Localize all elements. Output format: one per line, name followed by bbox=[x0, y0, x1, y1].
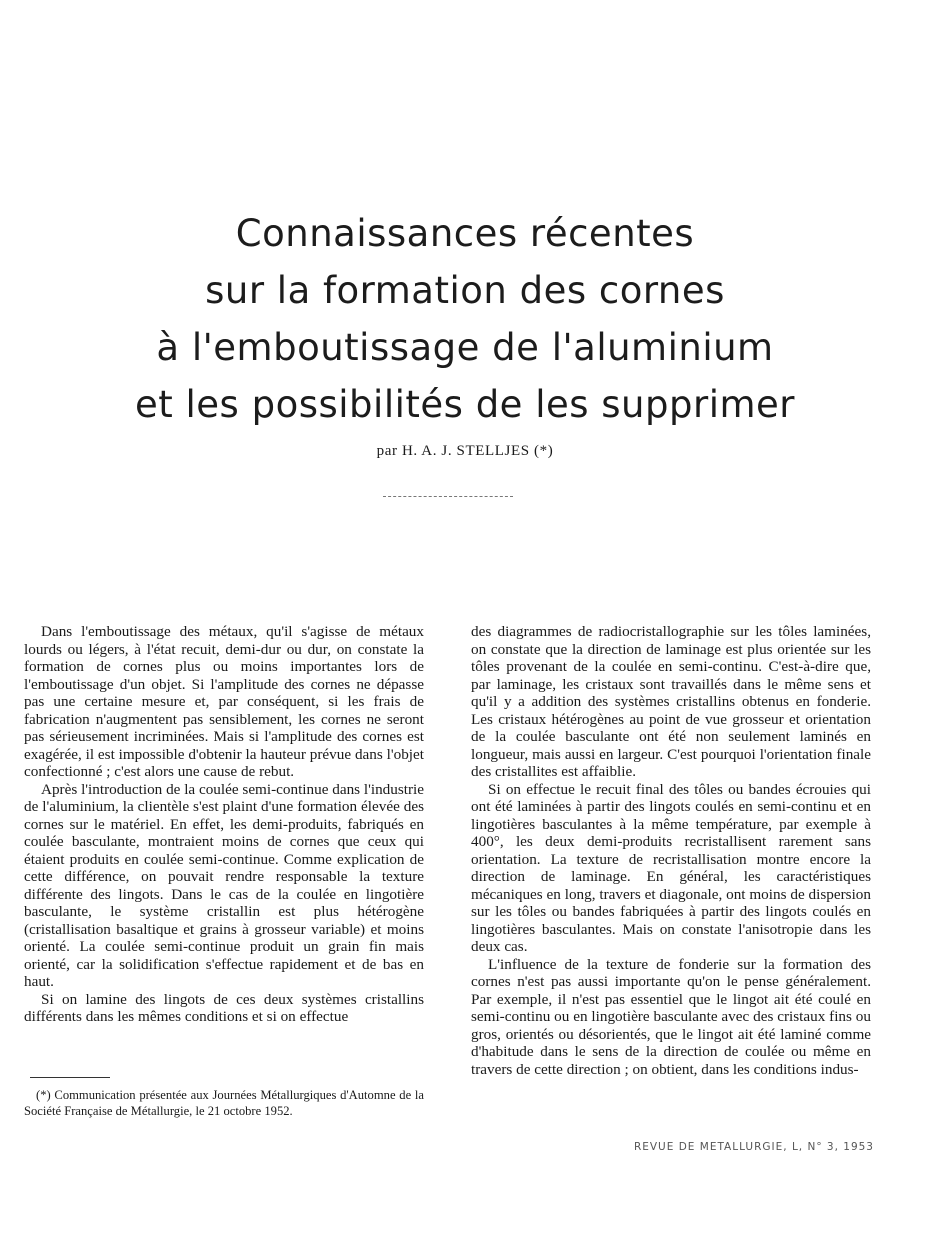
left-column bbox=[24, 623, 424, 1026]
right-column bbox=[471, 623, 871, 1078]
footnote-divider bbox=[30, 1077, 110, 1078]
paragraph: Si on lamine des lingots de ces deux systèmes cristallins différents dans les mêmes conditions et si on effectue bbox=[24, 990, 424, 1025]
article-title bbox=[0, 205, 930, 433]
title-line-2: sur la formation des cornes bbox=[205, 269, 725, 312]
title-line-4: et les possibilités de les supprimer bbox=[134, 383, 795, 426]
title-line-3: à l'emboutissage de l'aluminium bbox=[156, 326, 774, 369]
footnote bbox=[24, 1087, 424, 1119]
footnote-text: (*) Communication présentée aux Journées Métallurgiques d'Automne de la Société Française de Métallurgie, le 21 octobre 1952. bbox=[24, 1088, 424, 1118]
byline-divider bbox=[383, 496, 513, 497]
title-line-1: Connaissances récentes bbox=[235, 212, 695, 255]
running-footer: REVUE DE METALLURGIE, L, N° 3, 1953 bbox=[633, 1141, 874, 1153]
paragraph: Après l'introduction de la coulée semi-continue dans l'industrie de l'aluminium, la clientèle s'est plaint d'une formation élevée des cornes sur le matériel. En effet, les demi-produits, fabriqués en coulée basculante, montraient moins de cornes que ceux qui étaient produits en coulée semi-continue. Comme explication de cette différence, on pouvait rendre responsable la texture différente des lingots. Dans le cas de la coulée en lingotière basculante, le système cristallin est plus hétérogène (cristallisation basaltique et grains à grosseur variable) et moins orienté. La coulée semi-continue produit un grain fin mais orienté, car la solidification s'effectue rapidement et de bas en haut. bbox=[24, 780, 424, 990]
author-byline: par H. A. J. STELLJES (*) bbox=[376, 443, 554, 459]
paragraph: Si on effectue le recuit final des tôles ou bandes écrouies qui ont été laminées à partir des lingots coulés en semi-continu et en lingotières basculantes à la même température, par exemple à 400°, les deux demi-produits recristallisent rarement sans orientation. La texture de recristallisation montre encore la direction de laminage. En général, les caractéristiques mécaniques en long, travers et diagonale, ont moins de dispersion sur les tôles ou bandes fabriquées à partir des lingots coulés en lingotières basculantes. Mais on constate l'anisotropie dans les deux cas. bbox=[471, 780, 871, 955]
paragraph-continued: des diagrammes de radiocristallographie sur les tôles laminées, on constate que la direction de laminage est plus orientée sur les tôles provenant de la coulée en semi-continu. C'est-à-dire que, par laminage, les cristaux sont travaillés dans le même sens et qu'il y a addition des systèmes cristallins obtenus en fonderie. Les cristaux hétérogènes au point de vue grosseur et orientation de la coulée basculante ont été non seulement laminés en longueur, mais aussi en largeur. C'est pourquoi l'orientation finale des cristallites est affaiblie. bbox=[471, 623, 871, 780]
paragraph: L'influence de la texture de fonderie sur la formation des cornes n'est pas aussi importante qu'on le pense généralement. Par exemple, il n'est pas essentiel que le lingot ait été coulé en semi-continu ou en lingotière basculante avec des cristaux fins ou gros, orientés ou désorientés, que le lingot ait été laminé comme d'habitude dans le sens de la direction de coulée ou même en travers de cette direction ; on obtient, dans les conditions indus- bbox=[471, 955, 871, 1078]
paragraph: Dans l'emboutissage des métaux, qu'il s'agisse de métaux lourds ou légers, à l'état recuit, demi-dur ou dur, on constate la formation de cornes plus ou moins importantes lors de l'emboutissage d'un objet. Si l'amplitude des cornes ne dépasse pas une certaine mesure et, par conséquent, si les frais de fabrication n'augmentent pas sensiblement, les cornes ne seront pas sérieusement incriminées. Mais si l'amplitude des cornes est exagérée, il est impossible d'obtenir la hauteur prévue dans l'objet confectionné ; c'est alors une cause de rebut. bbox=[24, 623, 424, 780]
